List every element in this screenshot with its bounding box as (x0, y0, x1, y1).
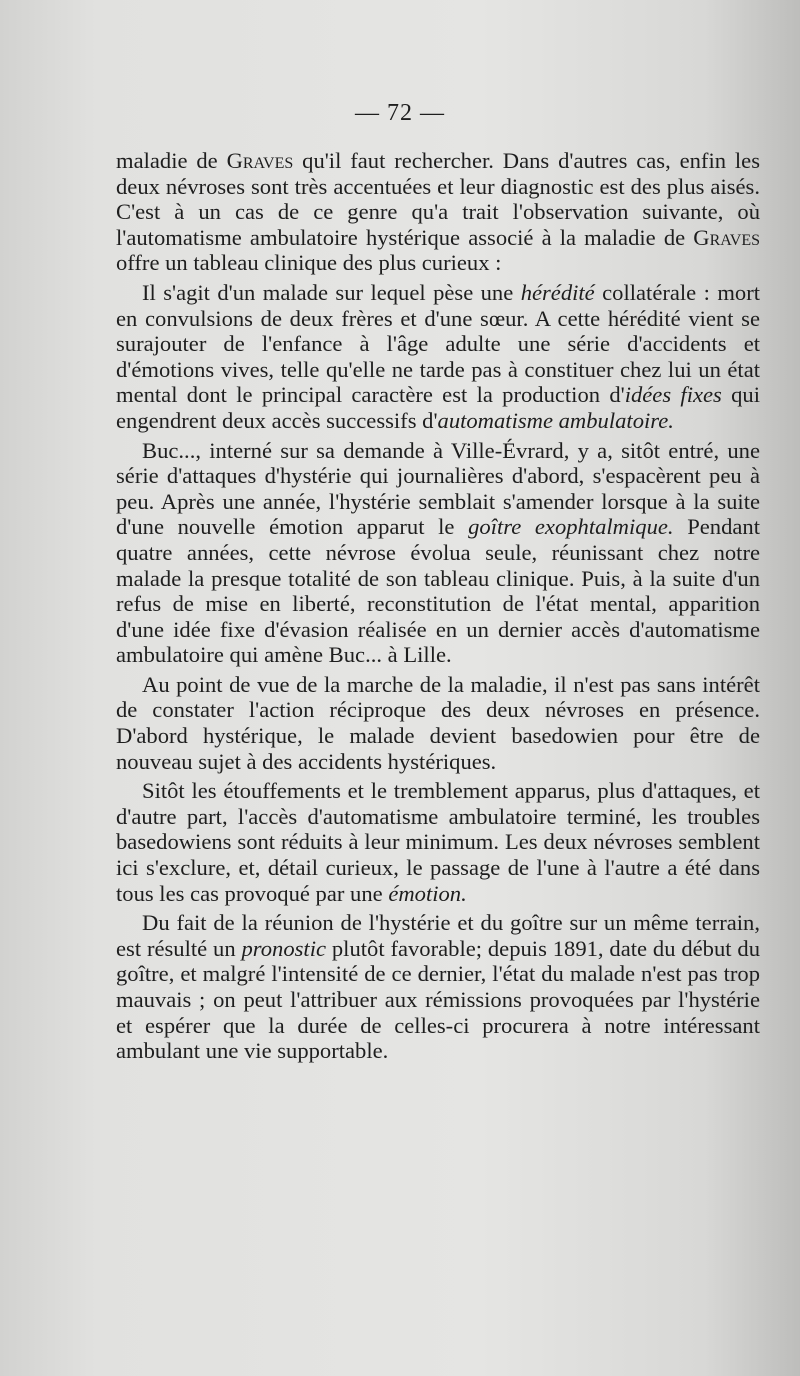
text-run: plutôt favorable; depuis 1891, date du début du goître, et malgré l'intensité de ce dernier, l'état du malade n'est pas trop mauvais ; on peut l'attribuer aux rémissions provoquées par l'hystérie et espérer que la durée de celles-ci procurera à notre intéressant ambulant une vie supportable. (116, 935, 760, 1064)
text-run: Pendant quatre années, cette névrose évolua seule, réunissant chez notre malade la presque totalité de son tableau clinique. Puis, à la suite d'un refus de mise en liberté, reconstitution de l'état mental, apparition d'une idée fixe d'évasion réalisée en un dernier accès d'automatisme ambulatoire qui amène Buc... à Lille. (116, 514, 760, 668)
text-run: collatérale : mort en convulsions de deux frères et d'une sœur. A cette hérédité vient se surajouter de l'enfance à l'âge adulte une série d'accidents et d'émotions vives, telle qu'elle ne tarde pas à constituer chez lui un état mental dont le principal caractère est la production d' (116, 279, 760, 408)
italic-text: idées fixes (624, 382, 722, 408)
small-caps-name: Graves (693, 224, 760, 250)
paragraph (116, 672, 760, 774)
paragraph (116, 280, 760, 434)
paragraph (116, 910, 760, 1064)
italic-text: pronostic (241, 935, 327, 961)
text-run: Au point de vue de la marche de la maladie, il n'est pas sans intérêt de constater l'action réciproque des deux névroses en présence. D'abord hystérique, le malade devient basedowien pour être de nouveau sujet à des accidents hystériques. (116, 671, 760, 774)
paragraph (116, 778, 760, 906)
italic-text: émotion. (388, 880, 467, 906)
paragraph (116, 148, 760, 276)
text-run: Sitôt les étouffements et le tremblement apparus, plus d'attaques, et d'autre part, l'accès d'automatisme ambulatoire terminé, les troubles basedowiens sont réduits à leur minimum. Les deux névroses semblent ici s'exclure, et, détail curieux, le passage de l'une à l'autre a été dans tous les cas provoqué par une (116, 778, 760, 906)
text-run: maladie de (116, 148, 227, 173)
paragraph (116, 438, 760, 668)
italic-text: goître exophtalmique. (468, 514, 674, 540)
small-caps-name: Graves (226, 148, 294, 173)
page-number: — 72 — (355, 100, 445, 126)
italic-text: hérédité (520, 279, 595, 305)
body-text (116, 148, 760, 1068)
text-run: qu'il faut rechercher. Dans d'autres cas, enfin les deux névroses sont très accentuées et leur diagnostic est des plus aisés. C'est à un cas de ce genre qu'a trait l'observation suivante, où l'automatisme ambulatoire hystérique associé à la maladie de (116, 148, 760, 250)
italic-text: automatisme ambulatoire. (437, 407, 674, 433)
text-run: Buc..., interné sur sa demande à Ville-Évrard, y a, sitôt entré, une série d'attaques d'hystérie qui journalières d'abord, s'espacèrent peu à peu. Après une année, l'hystérie semblait s'amender lorsque à la suite d'une nouvelle émotion apparut le (116, 437, 760, 540)
text-run: Il s'agit d'un malade sur lequel pèse une (142, 279, 521, 305)
text-run: qui engendrent deux accès successifs d' (116, 382, 760, 433)
text-run: Du fait de la réunion de l'hystérie et du goître sur un même terrain, est résulté un (116, 910, 760, 961)
text-run: offre un tableau clinique des plus curieux : (116, 250, 502, 276)
